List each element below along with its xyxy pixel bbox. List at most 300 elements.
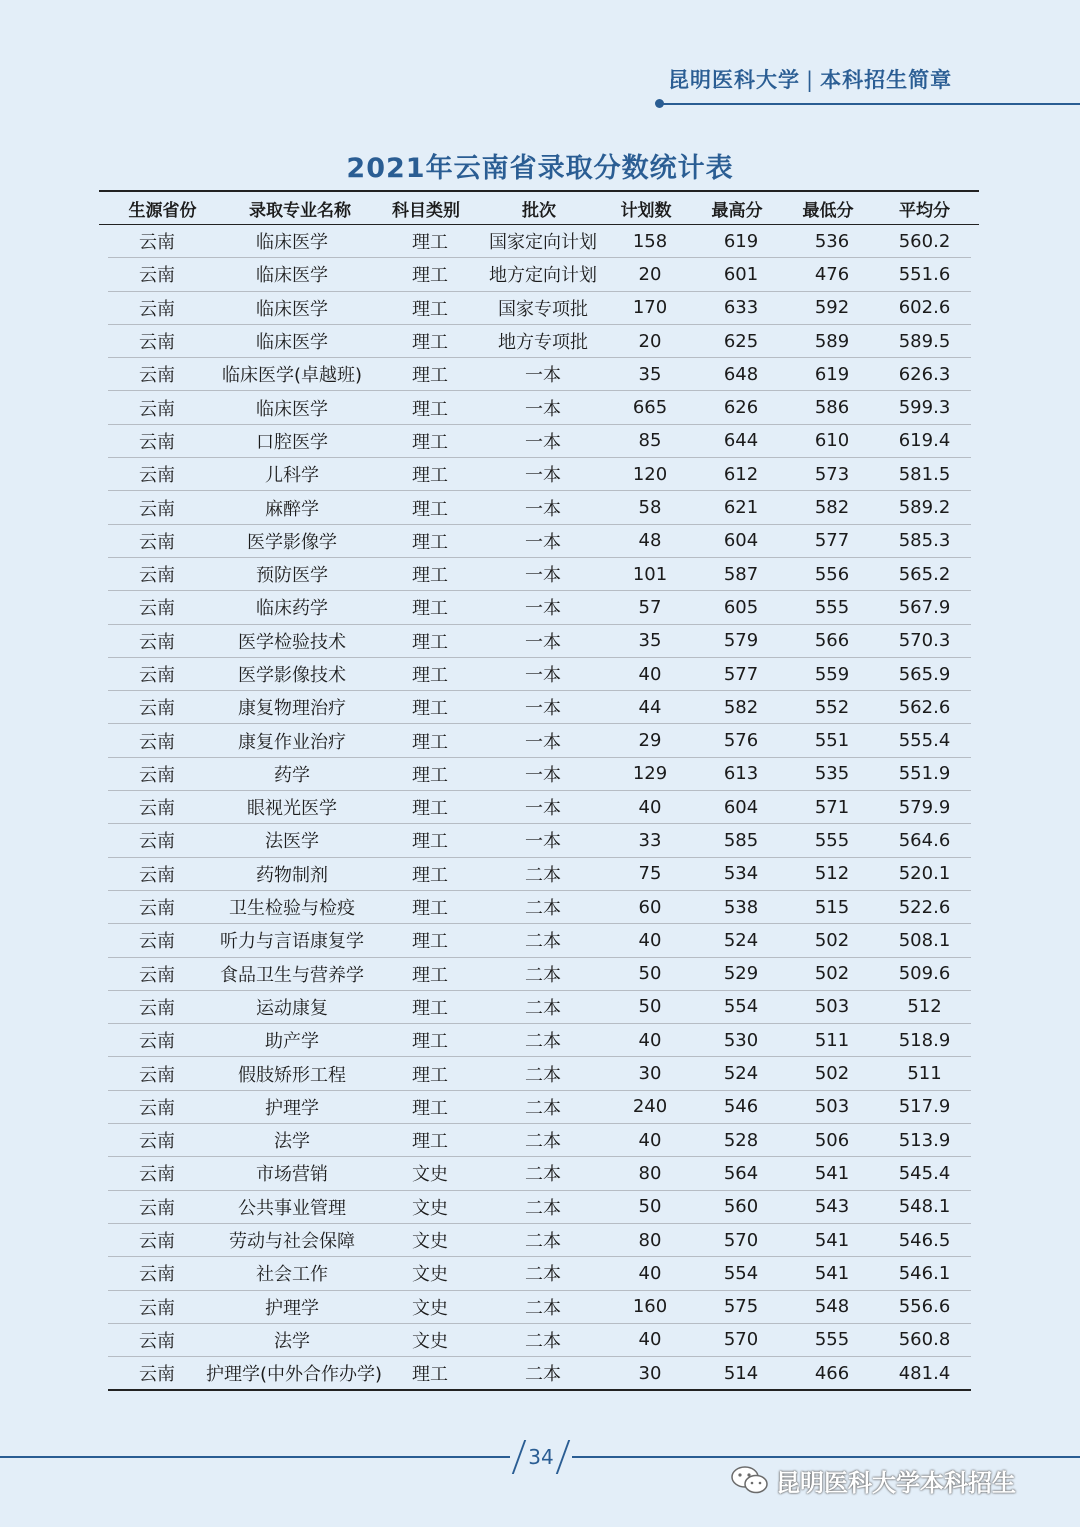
table-row — [108, 525, 971, 558]
cell-subject-type: 理工 — [412, 365, 448, 387]
table-row — [108, 458, 971, 491]
cell-plan-count: 40 — [638, 1262, 662, 1284]
cell-min-score: 555 — [814, 829, 850, 851]
cell-province: 云南 — [139, 265, 175, 287]
cell-max-score: 554 — [723, 996, 759, 1018]
cell-batch: 一本 — [525, 598, 561, 620]
table-row — [108, 1124, 971, 1157]
cell-subject-type: 理工 — [412, 931, 448, 953]
cell-avg-score: 567.9 — [898, 596, 951, 618]
table-row — [108, 358, 971, 391]
cell-batch: 二本 — [525, 931, 561, 953]
table-row — [108, 258, 971, 291]
cell-avg-score: 551.9 — [898, 763, 951, 785]
cell-batch: 二本 — [525, 1364, 561, 1386]
cell-plan-count: 101 — [632, 563, 668, 585]
cell-max-score: 534 — [723, 863, 759, 885]
cell-min-score: 555 — [814, 596, 850, 618]
cell-major: 市场营销 — [256, 1164, 328, 1186]
cell-major: 假肢矫形工程 — [238, 1064, 346, 1086]
column-header-max-score: 最高分 — [711, 200, 763, 221]
column-header-avg-score: 平均分 — [899, 200, 950, 221]
table-row — [108, 891, 971, 924]
cell-province: 云南 — [139, 1031, 175, 1053]
cell-province: 云南 — [139, 1330, 175, 1352]
cell-plan-count: 40 — [638, 1329, 662, 1351]
cell-avg-score: 589.2 — [898, 497, 951, 519]
cell-subject-type: 理工 — [412, 265, 448, 287]
cell-max-score: 570 — [723, 1229, 759, 1251]
cell-plan-count: 80 — [638, 1229, 662, 1251]
cell-plan-count: 58 — [638, 497, 662, 519]
cell-avg-score: 581.5 — [898, 463, 951, 485]
cell-batch: 地方定向计划 — [489, 265, 597, 287]
cell-province: 云南 — [139, 1197, 175, 1219]
cell-avg-score: 565.2 — [898, 563, 951, 585]
cell-avg-score: 585.3 — [898, 530, 951, 552]
cell-plan-count: 40 — [638, 929, 662, 951]
cell-major: 药物制剂 — [256, 864, 328, 886]
cell-major: 临床医学(卓越班) — [221, 365, 363, 387]
cell-plan-count: 160 — [632, 1296, 668, 1318]
cell-plan-count: 85 — [638, 430, 662, 452]
cell-max-score: 626 — [723, 397, 759, 419]
cell-max-score: 585 — [723, 829, 759, 851]
cell-avg-score: 562.6 — [898, 696, 951, 718]
cell-plan-count: 29 — [638, 730, 662, 752]
cell-subject-type: 理工 — [412, 1031, 448, 1053]
cell-avg-score: 508.1 — [898, 929, 951, 951]
cell-major: 药学 — [274, 764, 310, 786]
cell-province: 云南 — [139, 698, 175, 720]
cell-subject-type: 理工 — [412, 698, 448, 720]
cell-plan-count: 50 — [638, 996, 662, 1018]
cell-subject-type: 理工 — [412, 498, 448, 520]
cell-major: 护理学(中外合作办学) — [206, 1364, 383, 1386]
cell-max-score: 579 — [723, 630, 759, 652]
cell-province: 云南 — [139, 232, 175, 254]
cell-batch: 二本 — [525, 997, 561, 1019]
cell-subject-type: 文史 — [412, 1297, 448, 1319]
cell-batch: 二本 — [525, 1231, 561, 1253]
cell-plan-count: 33 — [638, 829, 662, 851]
cell-min-score: 573 — [814, 463, 850, 485]
cell-max-score: 564 — [723, 1162, 759, 1184]
cell-max-score: 577 — [723, 663, 759, 685]
column-header-subject-type: 科目类别 — [392, 200, 460, 221]
cell-major: 助产学 — [265, 1031, 319, 1053]
cell-min-score: 506 — [814, 1129, 850, 1151]
cell-plan-count: 665 — [632, 397, 668, 419]
cell-min-score: 619 — [814, 363, 850, 385]
table-row — [108, 1057, 971, 1090]
cell-min-score: 541 — [814, 1162, 850, 1184]
cell-min-score: 589 — [814, 330, 850, 352]
cell-avg-score: 602.6 — [898, 297, 951, 319]
cell-avg-score: 520.1 — [898, 863, 951, 885]
cell-batch: 一本 — [525, 431, 561, 453]
cell-max-score: 514 — [723, 1362, 759, 1384]
cell-province: 云南 — [139, 365, 175, 387]
cell-plan-count: 57 — [638, 596, 662, 618]
cell-plan-count: 40 — [638, 1029, 662, 1051]
cell-subject-type: 理工 — [412, 964, 448, 986]
cell-max-score: 625 — [723, 330, 759, 352]
cell-min-score: 502 — [814, 1063, 850, 1085]
cell-major: 口腔医学 — [256, 431, 328, 453]
cell-major: 卫生检验与检疫 — [229, 898, 355, 920]
cell-min-score: 503 — [814, 1096, 850, 1118]
cell-avg-score: 518.9 — [898, 1029, 951, 1051]
cell-avg-score: 517.9 — [898, 1096, 951, 1118]
cell-batch: 二本 — [525, 1164, 561, 1186]
cell-province: 云南 — [139, 964, 175, 986]
header-separator: | — [806, 68, 815, 92]
page-number — [510, 1440, 572, 1474]
cell-plan-count: 50 — [638, 963, 662, 985]
cell-batch: 一本 — [525, 798, 561, 820]
cell-batch: 国家专项批 — [498, 298, 588, 320]
table-row — [108, 1024, 971, 1057]
table-row — [108, 991, 971, 1024]
cell-batch: 国家定向计划 — [489, 232, 597, 254]
cell-plan-count: 240 — [632, 1096, 668, 1118]
cell-min-score: 582 — [814, 497, 850, 519]
cell-min-score: 610 — [814, 430, 850, 452]
table-row — [108, 1357, 971, 1391]
cell-min-score: 535 — [814, 763, 850, 785]
cell-major: 医学检验技术 — [238, 631, 346, 653]
cell-subject-type: 理工 — [412, 565, 448, 587]
cell-batch: 二本 — [525, 1297, 561, 1319]
cell-batch: 二本 — [525, 1064, 561, 1086]
cell-min-score: 571 — [814, 796, 850, 818]
cell-avg-score: 570.3 — [898, 630, 951, 652]
table-row — [108, 691, 971, 724]
cell-subject-type: 理工 — [412, 798, 448, 820]
cell-province: 云南 — [139, 798, 175, 820]
cell-min-score: 552 — [814, 696, 850, 718]
cell-province: 云南 — [139, 1164, 175, 1186]
cell-major: 眼视光医学 — [247, 798, 337, 820]
cell-province: 云南 — [139, 1231, 175, 1253]
cell-max-score: 601 — [723, 263, 759, 285]
cell-province: 云南 — [139, 731, 175, 753]
cell-province: 云南 — [139, 1131, 175, 1153]
cell-province: 云南 — [139, 565, 175, 587]
cell-avg-score: 555.4 — [898, 730, 951, 752]
cell-major: 公共事业管理 — [238, 1197, 346, 1219]
cell-subject-type: 理工 — [412, 598, 448, 620]
cell-avg-score: 545.4 — [898, 1162, 951, 1184]
cell-max-score: 524 — [723, 1063, 759, 1085]
column-header-batch: 批次 — [522, 200, 556, 221]
cell-min-score: 592 — [814, 297, 850, 319]
cell-avg-score: 551.6 — [898, 263, 951, 285]
cell-plan-count: 30 — [638, 1063, 662, 1085]
cell-province: 云南 — [139, 498, 175, 520]
cell-plan-count: 48 — [638, 530, 662, 552]
cell-plan-count: 30 — [638, 1362, 662, 1384]
cell-min-score: 536 — [814, 230, 850, 252]
cell-batch: 二本 — [525, 1197, 561, 1219]
cell-plan-count: 44 — [638, 696, 662, 718]
cell-subject-type: 理工 — [412, 997, 448, 1019]
cell-plan-count: 40 — [638, 663, 662, 685]
wechat-account-name: 昆明医科大学本科招生 — [776, 1468, 1016, 1497]
cell-max-score: 582 — [723, 696, 759, 718]
cell-plan-count: 60 — [638, 896, 662, 918]
cell-avg-score: 589.5 — [898, 330, 951, 352]
cell-max-score: 524 — [723, 929, 759, 951]
cell-plan-count: 80 — [638, 1162, 662, 1184]
cell-major: 护理学 — [265, 1097, 319, 1119]
cell-subject-type: 文史 — [412, 1164, 448, 1186]
table-row — [108, 325, 971, 358]
cell-batch: 一本 — [525, 631, 561, 653]
cell-avg-score: 579.9 — [898, 796, 951, 818]
cell-province: 云南 — [139, 898, 175, 920]
cell-batch: 二本 — [525, 864, 561, 886]
cell-avg-score: 565.9 — [898, 663, 951, 685]
cell-batch: 二本 — [525, 1264, 561, 1286]
header-brand — [668, 64, 1008, 94]
cell-avg-score: 481.4 — [898, 1362, 951, 1384]
cell-plan-count: 20 — [638, 263, 662, 285]
cell-major: 法学 — [274, 1330, 310, 1352]
cell-avg-score: 522.6 — [898, 896, 951, 918]
cell-province: 云南 — [139, 531, 175, 553]
cell-province: 云南 — [139, 598, 175, 620]
cell-max-score: 528 — [723, 1129, 759, 1151]
cell-province: 云南 — [139, 831, 175, 853]
cell-province: 云南 — [139, 465, 175, 487]
table-row — [108, 391, 971, 424]
cell-batch: 地方专项批 — [498, 332, 588, 354]
table-row — [108, 625, 971, 658]
cell-subject-type: 理工 — [412, 1131, 448, 1153]
cell-plan-count: 35 — [638, 363, 662, 385]
cell-batch: 一本 — [525, 498, 561, 520]
cell-subject-type: 理工 — [412, 398, 448, 420]
wechat-icon — [730, 1465, 770, 1495]
cell-avg-score: 546.1 — [898, 1262, 951, 1284]
cell-batch: 一本 — [525, 365, 561, 387]
cell-min-score: 551 — [814, 730, 850, 752]
cell-major: 临床医学 — [256, 332, 328, 354]
cell-max-score: 570 — [723, 1329, 759, 1351]
section-name: 本科招生简章 — [820, 67, 953, 92]
table-row — [108, 1157, 971, 1190]
cell-plan-count: 120 — [632, 463, 668, 485]
cell-min-score: 577 — [814, 530, 850, 552]
cell-province: 云南 — [139, 631, 175, 653]
header-rule — [662, 103, 1080, 105]
table-row — [108, 1257, 971, 1290]
cell-plan-count: 75 — [638, 863, 662, 885]
cell-plan-count: 170 — [632, 297, 668, 319]
cell-max-score: 613 — [723, 763, 759, 785]
cell-major: 食品卫生与营养学 — [220, 964, 364, 986]
cell-min-score: 566 — [814, 630, 850, 652]
table-row — [108, 658, 971, 691]
cell-min-score: 502 — [814, 963, 850, 985]
cell-subject-type: 理工 — [412, 665, 448, 686]
cell-plan-count: 40 — [638, 1129, 662, 1151]
cell-batch: 一本 — [525, 831, 561, 853]
cell-province: 云南 — [139, 1364, 175, 1386]
cell-subject-type: 理工 — [412, 431, 448, 453]
cell-max-score: 576 — [723, 730, 759, 752]
cell-subject-type: 理工 — [412, 898, 448, 920]
cell-avg-score: 564.6 — [898, 829, 951, 851]
cell-subject-type: 理工 — [412, 332, 448, 354]
cell-subject-type: 理工 — [412, 232, 448, 254]
cell-batch: 一本 — [525, 731, 561, 753]
cell-plan-count: 158 — [632, 230, 668, 252]
cell-subject-type: 理工 — [412, 631, 448, 653]
cell-major: 麻醉学 — [265, 498, 319, 520]
cell-batch: 二本 — [525, 1097, 561, 1119]
cell-min-score: 559 — [814, 663, 850, 685]
cell-avg-score: 512 — [907, 996, 942, 1018]
cell-major: 临床药学 — [256, 598, 328, 620]
cell-min-score: 503 — [814, 996, 850, 1018]
cell-major: 康复作业治疗 — [238, 731, 346, 753]
cell-batch: 二本 — [525, 964, 561, 986]
cell-subject-type: 理工 — [412, 831, 448, 853]
cell-min-score: 543 — [814, 1196, 850, 1218]
cell-province: 云南 — [139, 931, 175, 953]
table-row — [108, 1224, 971, 1257]
cell-major: 社会工作 — [256, 1264, 328, 1286]
cell-major: 临床医学 — [256, 265, 328, 287]
cell-avg-score: 560.8 — [898, 1329, 951, 1351]
cell-batch: 二本 — [525, 1031, 561, 1053]
cell-subject-type: 文史 — [412, 1231, 448, 1253]
cell-major: 法学 — [274, 1131, 310, 1153]
cell-min-score: 586 — [814, 397, 850, 419]
cell-max-score: 605 — [723, 596, 759, 618]
cell-province: 云南 — [139, 997, 175, 1019]
table-header — [99, 190, 979, 225]
cell-max-score: 644 — [723, 430, 759, 452]
cell-major: 康复物理治疗 — [238, 698, 346, 720]
column-header-major: 录取专业名称 — [249, 200, 351, 221]
cell-subject-type: 理工 — [412, 465, 448, 487]
cell-major: 临床医学 — [256, 298, 328, 320]
cell-province: 云南 — [139, 764, 175, 786]
cell-min-score: 548 — [814, 1296, 850, 1318]
cell-max-score: 529 — [723, 963, 759, 985]
cell-max-score: 554 — [723, 1262, 759, 1284]
cell-batch: 二本 — [525, 898, 561, 920]
cell-batch: 一本 — [525, 764, 561, 786]
cell-batch: 一本 — [525, 665, 561, 686]
cell-avg-score: 619.4 — [898, 430, 951, 452]
cell-major: 听力与言语康复学 — [220, 931, 364, 953]
cell-province: 云南 — [139, 665, 175, 686]
cell-max-score: 560 — [723, 1196, 759, 1218]
cell-avg-score: 548.1 — [898, 1196, 951, 1218]
cell-subject-type: 理工 — [412, 731, 448, 753]
cell-plan-count: 20 — [638, 330, 662, 352]
cell-min-score: 556 — [814, 563, 850, 585]
table-row — [108, 1091, 971, 1124]
cell-batch: 二本 — [525, 1131, 561, 1153]
cell-plan-count: 129 — [632, 763, 668, 785]
cell-max-score: 530 — [723, 1029, 759, 1051]
cell-avg-score: 511 — [907, 1063, 942, 1085]
cell-min-score: 515 — [814, 896, 850, 918]
cell-max-score: 604 — [723, 530, 759, 552]
table-row — [108, 758, 971, 791]
table-row — [108, 791, 971, 824]
page-number-text: 34 — [528, 1445, 554, 1469]
cell-min-score: 541 — [814, 1262, 850, 1284]
cell-major: 临床医学 — [256, 398, 328, 420]
cell-max-score: 538 — [723, 896, 759, 918]
cell-max-score: 575 — [723, 1296, 759, 1318]
cell-major: 运动康复 — [256, 997, 328, 1019]
table-row — [108, 591, 971, 624]
cell-batch: 一本 — [525, 698, 561, 720]
wechat-watermark — [730, 1462, 1016, 1498]
cell-avg-score: 513.9 — [898, 1129, 951, 1151]
cell-avg-score: 626.3 — [898, 363, 951, 385]
table-row — [108, 1324, 971, 1357]
table-row — [108, 924, 971, 957]
cell-max-score: 621 — [723, 497, 759, 519]
table-row — [108, 724, 971, 757]
cell-min-score: 541 — [814, 1229, 850, 1251]
cell-batch: 二本 — [525, 1330, 561, 1352]
cell-major: 医学影像学 — [247, 531, 337, 553]
cell-province: 云南 — [139, 1064, 175, 1086]
cell-avg-score: 546.5 — [898, 1229, 951, 1251]
table-row — [108, 1291, 971, 1324]
table-title: 2021年云南省录取分数统计表 — [346, 153, 734, 184]
table-row — [108, 1191, 971, 1224]
cell-subject-type: 理工 — [412, 1064, 448, 1086]
table-row — [108, 958, 971, 991]
column-header-province: 生源省份 — [128, 200, 197, 221]
cell-batch: 一本 — [525, 465, 561, 487]
column-header-plan-count: 计划数 — [620, 200, 672, 221]
cell-subject-type: 理工 — [412, 1364, 448, 1386]
page-number-slash-left — [512, 1440, 526, 1474]
table-row — [108, 858, 971, 891]
cell-major: 劳动与社会保障 — [229, 1231, 355, 1253]
cell-min-score: 502 — [814, 929, 850, 951]
cell-min-score: 555 — [814, 1329, 850, 1351]
cell-min-score: 512 — [814, 863, 850, 885]
page-number-slash-right — [556, 1440, 570, 1474]
cell-major: 法医学 — [265, 831, 319, 853]
cell-subject-type: 理工 — [412, 298, 448, 320]
cell-subject-type: 文史 — [412, 1197, 448, 1219]
column-header-min-score: 最低分 — [802, 200, 854, 221]
cell-max-score: 587 — [723, 563, 759, 585]
cell-subject-type: 理工 — [412, 531, 448, 553]
cell-subject-type: 理工 — [412, 1097, 448, 1119]
cell-province: 云南 — [139, 398, 175, 420]
table-row — [108, 558, 971, 591]
cell-major: 临床医学 — [256, 232, 328, 254]
admission-score-table — [99, 190, 979, 1391]
cell-max-score: 619 — [723, 230, 759, 252]
cell-subject-type: 理工 — [412, 864, 448, 886]
